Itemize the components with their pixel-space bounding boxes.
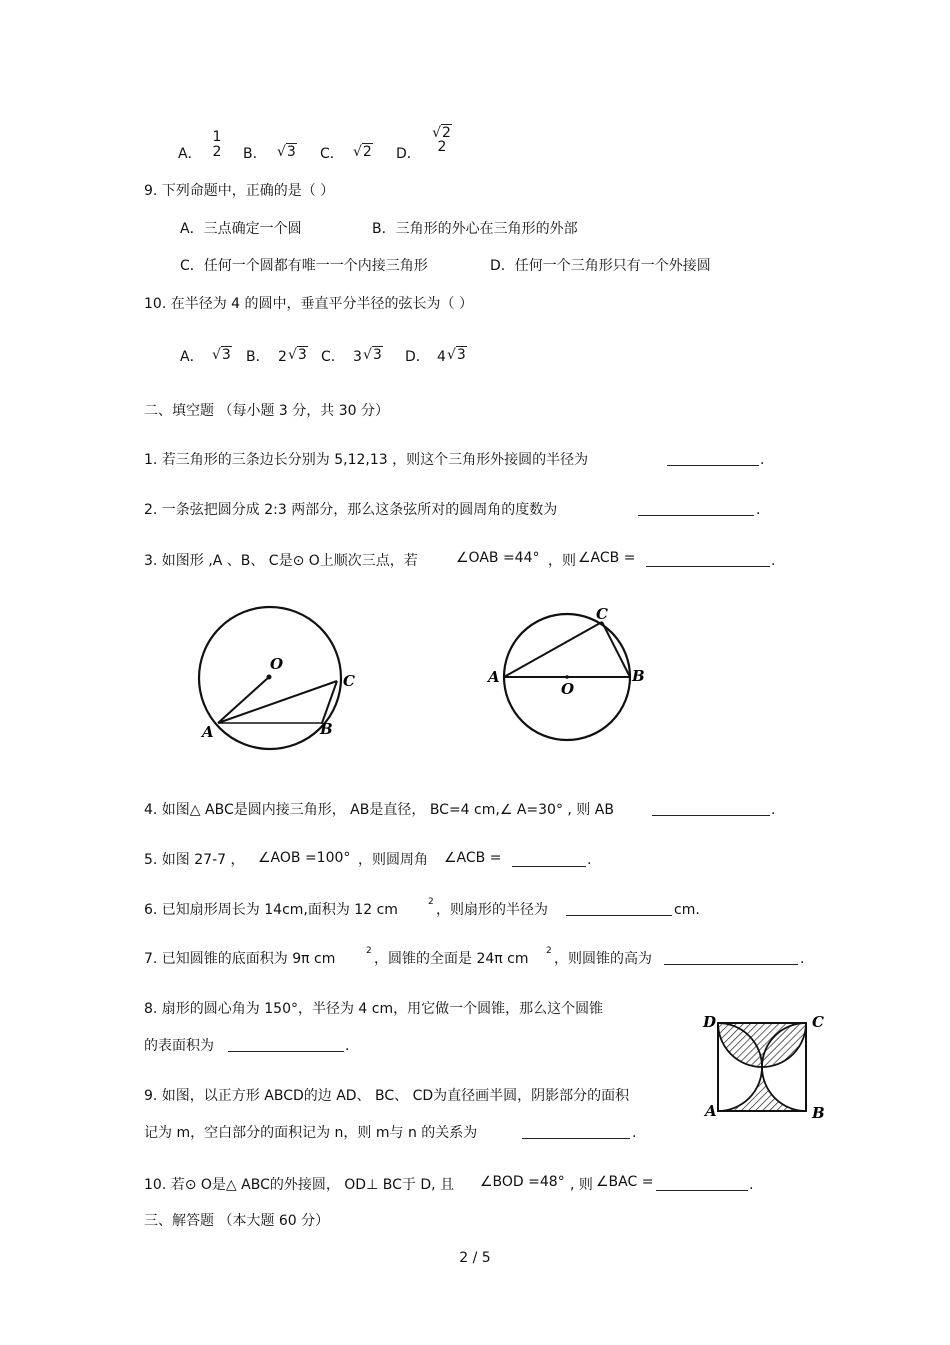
fill-q7-superscript2: 2 (546, 946, 552, 956)
fill-q5-text: 5. 如图 27-7 ， (144, 852, 245, 868)
fill-q5-then: ，则圆周角 (358, 852, 428, 868)
fill-q5-angle: ∠AOB =100° (258, 850, 351, 866)
fill-q10-angle2: ∠BAC = (596, 1174, 654, 1190)
segment-ac (218, 681, 337, 723)
q10-option-d-label: D． (405, 349, 430, 365)
fill-q7-blank (664, 964, 798, 965)
fill-q9-period: . (632, 1125, 637, 1141)
figure-circle-oab (190, 600, 370, 760)
q10-option-b-coef: 2 (278, 349, 287, 365)
q10-option-c-coef: 3 (353, 349, 362, 365)
fill-q9-blank (522, 1138, 630, 1139)
fill-q6-blank (566, 915, 672, 916)
label-o: O (561, 680, 575, 698)
label-c: C (343, 672, 355, 690)
label-b: B (812, 1104, 825, 1122)
label-c: C (812, 1013, 824, 1031)
q10-option-d-coef: 4 (437, 349, 446, 365)
q8-option-b-label: B． (243, 146, 267, 162)
q8-option-a-fraction (209, 130, 225, 159)
q9-option-b: B．三角形的外心在三角形的外部 (372, 221, 578, 237)
segment-ao (218, 677, 269, 723)
fill-q5-period: . (587, 852, 592, 868)
fill-q9-line2: 记为 m，空白部分的面积记为 n，则 m与 n 的关系为 (144, 1125, 478, 1141)
fill-q2-period: . (756, 502, 761, 518)
fill-q4-period: . (771, 802, 776, 818)
fill-q3-then: ，则 (548, 553, 576, 569)
fill-q2-text: 2. 一条弦把圆分成 2:3 两部分，那么这条弦所对的圆周角的度数为 (144, 502, 558, 518)
q8-option-a-label: A． (178, 146, 202, 162)
fill-q10-text: 10. 若⊙ O是△ ABC的外接圆， OD⊥ BC于 D, 且 (144, 1177, 455, 1193)
q10-option-c-label: C． (321, 349, 345, 365)
fill-q5-blank (512, 866, 586, 867)
q8-option-b-sqrt: √3 (277, 144, 296, 160)
fill-q10-blank (656, 1190, 748, 1191)
fill-q6-text: 6. 已知扇形周长为 14cm,面积为 12 cm (144, 902, 398, 918)
q8-a-numerator: 1 (212, 129, 222, 145)
label-o: O (270, 655, 284, 673)
figure-circle-diameter (484, 600, 654, 745)
fill-q8-line1: 8. 扇形的圆心角为 150°，半径为 4 cm，用它做一个圆锥，那么这个圆锥 (144, 1001, 604, 1017)
fill-q5-angle2: ∠ACB = (444, 850, 502, 866)
fill-q9-line1: 9. 如图，以正方形 ABCD的边 AD、 BC、 CD为直径画半圆，阴影部分的面积 (144, 1088, 630, 1104)
q9-stem: 9. 下列命题中，正确的是（ ） (144, 183, 335, 199)
q10-option-b-sqrt: √3 (288, 347, 307, 363)
fill-q3-period: . (771, 553, 776, 569)
page-number: 2 / 5 (459, 1250, 491, 1266)
fill-q6-unit: cm. (674, 902, 700, 918)
fill-q7-period: . (800, 951, 805, 967)
fill-q8-blank (228, 1051, 344, 1052)
label-b: B (320, 720, 333, 738)
fill-q8-line2: 的表面积为 (144, 1038, 214, 1054)
fill-q6-superscript: 2 (428, 897, 434, 907)
fill-q7-superscript: 2 (366, 946, 372, 956)
fill-q7-mid2: ，则圆锥的高为 (554, 951, 652, 967)
fill-q10-then: , 则 (570, 1177, 593, 1193)
fill-q1-period: . (760, 452, 765, 468)
q8-d-numerator-sqrt: √2 (432, 125, 451, 141)
fill-q6-mid: ，则扇形的半径为 (436, 902, 548, 918)
section2-heading: 二、填空题 （每小题 3 分，共 30 分） (144, 403, 389, 419)
label-a: A (488, 668, 500, 686)
q10-option-a-label: A． (180, 349, 204, 365)
segment-ac (504, 622, 602, 677)
q10-option-b-label: B． (246, 349, 270, 365)
q8-c-radicand: 2 (362, 144, 372, 160)
fill-q8-period: . (345, 1038, 350, 1054)
q8-option-c-sqrt: √2 (353, 144, 372, 160)
label-c: C (596, 605, 608, 623)
label-b: B (632, 667, 645, 685)
q8-option-d-label: D． (396, 146, 421, 162)
q10-option-a-sqrt: √3 (212, 347, 231, 363)
section3-heading: 三、解答题 （本大题 60 分） (144, 1213, 330, 1229)
label-a: A (202, 723, 214, 741)
fill-q7-text: 7. 已知圆锥的底面积为 9π cm (144, 951, 336, 967)
q10-option-d-sqrt: √3 (447, 347, 466, 363)
fill-q1-text: 1. 若三角形的三条边长分别为 5,12,13 ，则这个三角形外接圆的半径为 (144, 452, 589, 468)
q8-option-d-fraction (429, 124, 455, 154)
fill-q3-angle: ∠OAB =44° (456, 550, 540, 566)
q10-stem: 10. 在半径为 4 的圆中，垂直平分半径的弦长为（ ） (144, 296, 473, 312)
fill-q3-blank (646, 566, 770, 567)
fill-q3-text: 3. 如图形 ,A 、B、 C是⊙ O上顺次三点，若 (144, 553, 418, 569)
label-a: A (705, 1102, 717, 1120)
q8-d-denominator: 2 (437, 139, 447, 155)
q9-option-c: C．任何一个圆都有唯一一个内接三角形 (180, 258, 428, 274)
q10-option-c-sqrt: √3 (363, 347, 382, 363)
q8-a-denominator: 2 (212, 144, 222, 160)
fill-q2-blank (638, 515, 754, 516)
fill-q3-angle2: ∠ACB = (578, 550, 636, 566)
label-d: D (703, 1013, 717, 1031)
figure-square-semicircles (700, 1010, 830, 1125)
fill-q10-angle: ∠BOD =48° (480, 1174, 565, 1190)
fill-q4-blank (652, 815, 770, 816)
fill-q1-blank (667, 465, 759, 466)
q9-option-d: D．任何一个三角形只有一个外接圆 (490, 258, 711, 274)
fill-q4-text: 4. 如图△ ABC是圆内接三角形， AB是直径， BC=4 cm,∠ A=30° , 则 AB (144, 802, 614, 818)
fill-q7-mid: ，圆锥的全面是 24π cm (374, 951, 529, 967)
segment-cb (602, 622, 630, 677)
fill-q10-period: . (749, 1177, 754, 1193)
q9-option-a: A．三点确定一个圆 (180, 221, 302, 237)
q8-b-radicand: 3 (286, 144, 296, 160)
q8-option-c-label: C． (320, 146, 344, 162)
point-o (267, 675, 272, 680)
point-o (565, 675, 569, 679)
